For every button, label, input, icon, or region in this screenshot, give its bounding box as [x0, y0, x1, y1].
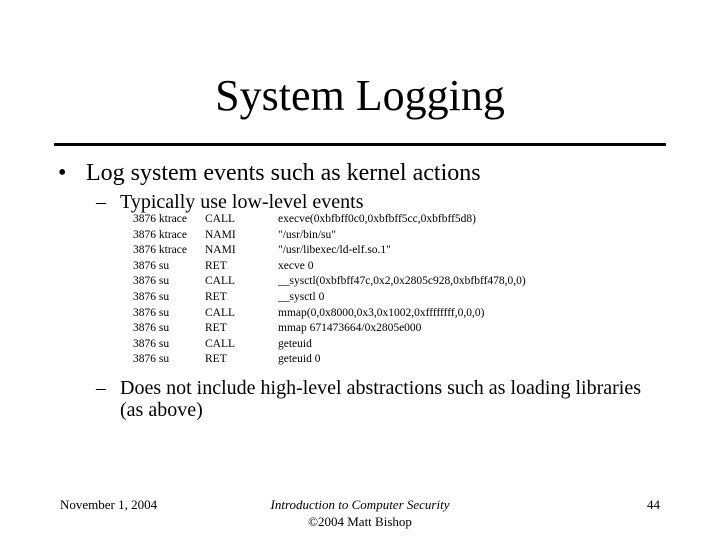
trace-call: NAMI	[205, 244, 236, 257]
trace-call: RET	[205, 322, 227, 335]
trace-pid: 3876 su	[133, 322, 170, 335]
footer-date: November 1, 2004	[60, 497, 158, 512]
slide-title: System Logging	[215, 71, 505, 120]
footer-copyright: ©2004 Matt Bishop	[308, 514, 412, 529]
trace-args: execve(0xbfbff0c0,0xbfbff5cc,0xbfbff5d8)	[278, 213, 476, 225]
trace-args: "/usr/bin/su"	[278, 228, 336, 241]
footer-center	[210, 496, 510, 530]
trace-call: NAMI	[205, 228, 236, 241]
trace-args: mmap(0,0x8000,0x3,0x1002,0xffffffff,0,0,0)	[278, 306, 485, 319]
trace-args: __sysctl 0	[278, 290, 325, 303]
trace-call: RET	[205, 259, 227, 272]
trace-call: RET	[205, 290, 227, 303]
trace-call: CALL	[205, 275, 236, 288]
trace-args: "/usr/libexec/ld-elf.so.1"	[278, 244, 391, 257]
sub-bullet-low-level	[96, 191, 364, 213]
trace-pid: 3876 su	[133, 290, 170, 303]
trace-pid: 3876 su	[133, 275, 170, 288]
dash-mark: –	[96, 377, 106, 399]
sub-bullet-high-level	[96, 377, 656, 421]
page-number: 44	[647, 497, 660, 512]
trace-args: geteuid 0	[278, 353, 321, 366]
trace-args: __sysctl(0xbfbff47c,0x2,0x2805c928,0xbfbff478,0,0)	[278, 275, 526, 288]
sub-bullet-text: Does not include high-level abstractions such as loading libraries (as above)	[120, 377, 641, 421]
trace-pid: 3876 ktrace	[133, 213, 187, 225]
bullet-mark: •	[58, 160, 67, 186]
title-divider	[54, 143, 666, 146]
trace-call: CALL	[205, 306, 236, 319]
dash-mark: –	[96, 191, 106, 213]
trace-call: RET	[205, 353, 227, 366]
main-bullet	[58, 159, 481, 187]
trace-pid: 3876 su	[133, 337, 170, 350]
trace-pid: 3876 su	[133, 259, 170, 272]
footer-course-title: Introduction to Computer Security	[270, 497, 450, 512]
trace-args: mmap 671473664/0x2805e000	[278, 322, 422, 335]
trace-args: xecve 0	[278, 259, 314, 272]
trace-call: CALL	[205, 337, 236, 350]
trace-call: CALL	[205, 213, 236, 225]
trace-args: geteuid	[278, 337, 312, 350]
trace-pid: 3876 su	[133, 353, 170, 366]
main-bullet-text: Log system events such as kernel actions	[86, 160, 481, 186]
trace-pid: 3876 ktrace	[133, 244, 187, 257]
trace-pid: 3876 su	[133, 306, 170, 319]
sub-bullet-text: Typically use low-level events	[120, 191, 364, 213]
trace-pid: 3876 ktrace	[133, 228, 187, 241]
